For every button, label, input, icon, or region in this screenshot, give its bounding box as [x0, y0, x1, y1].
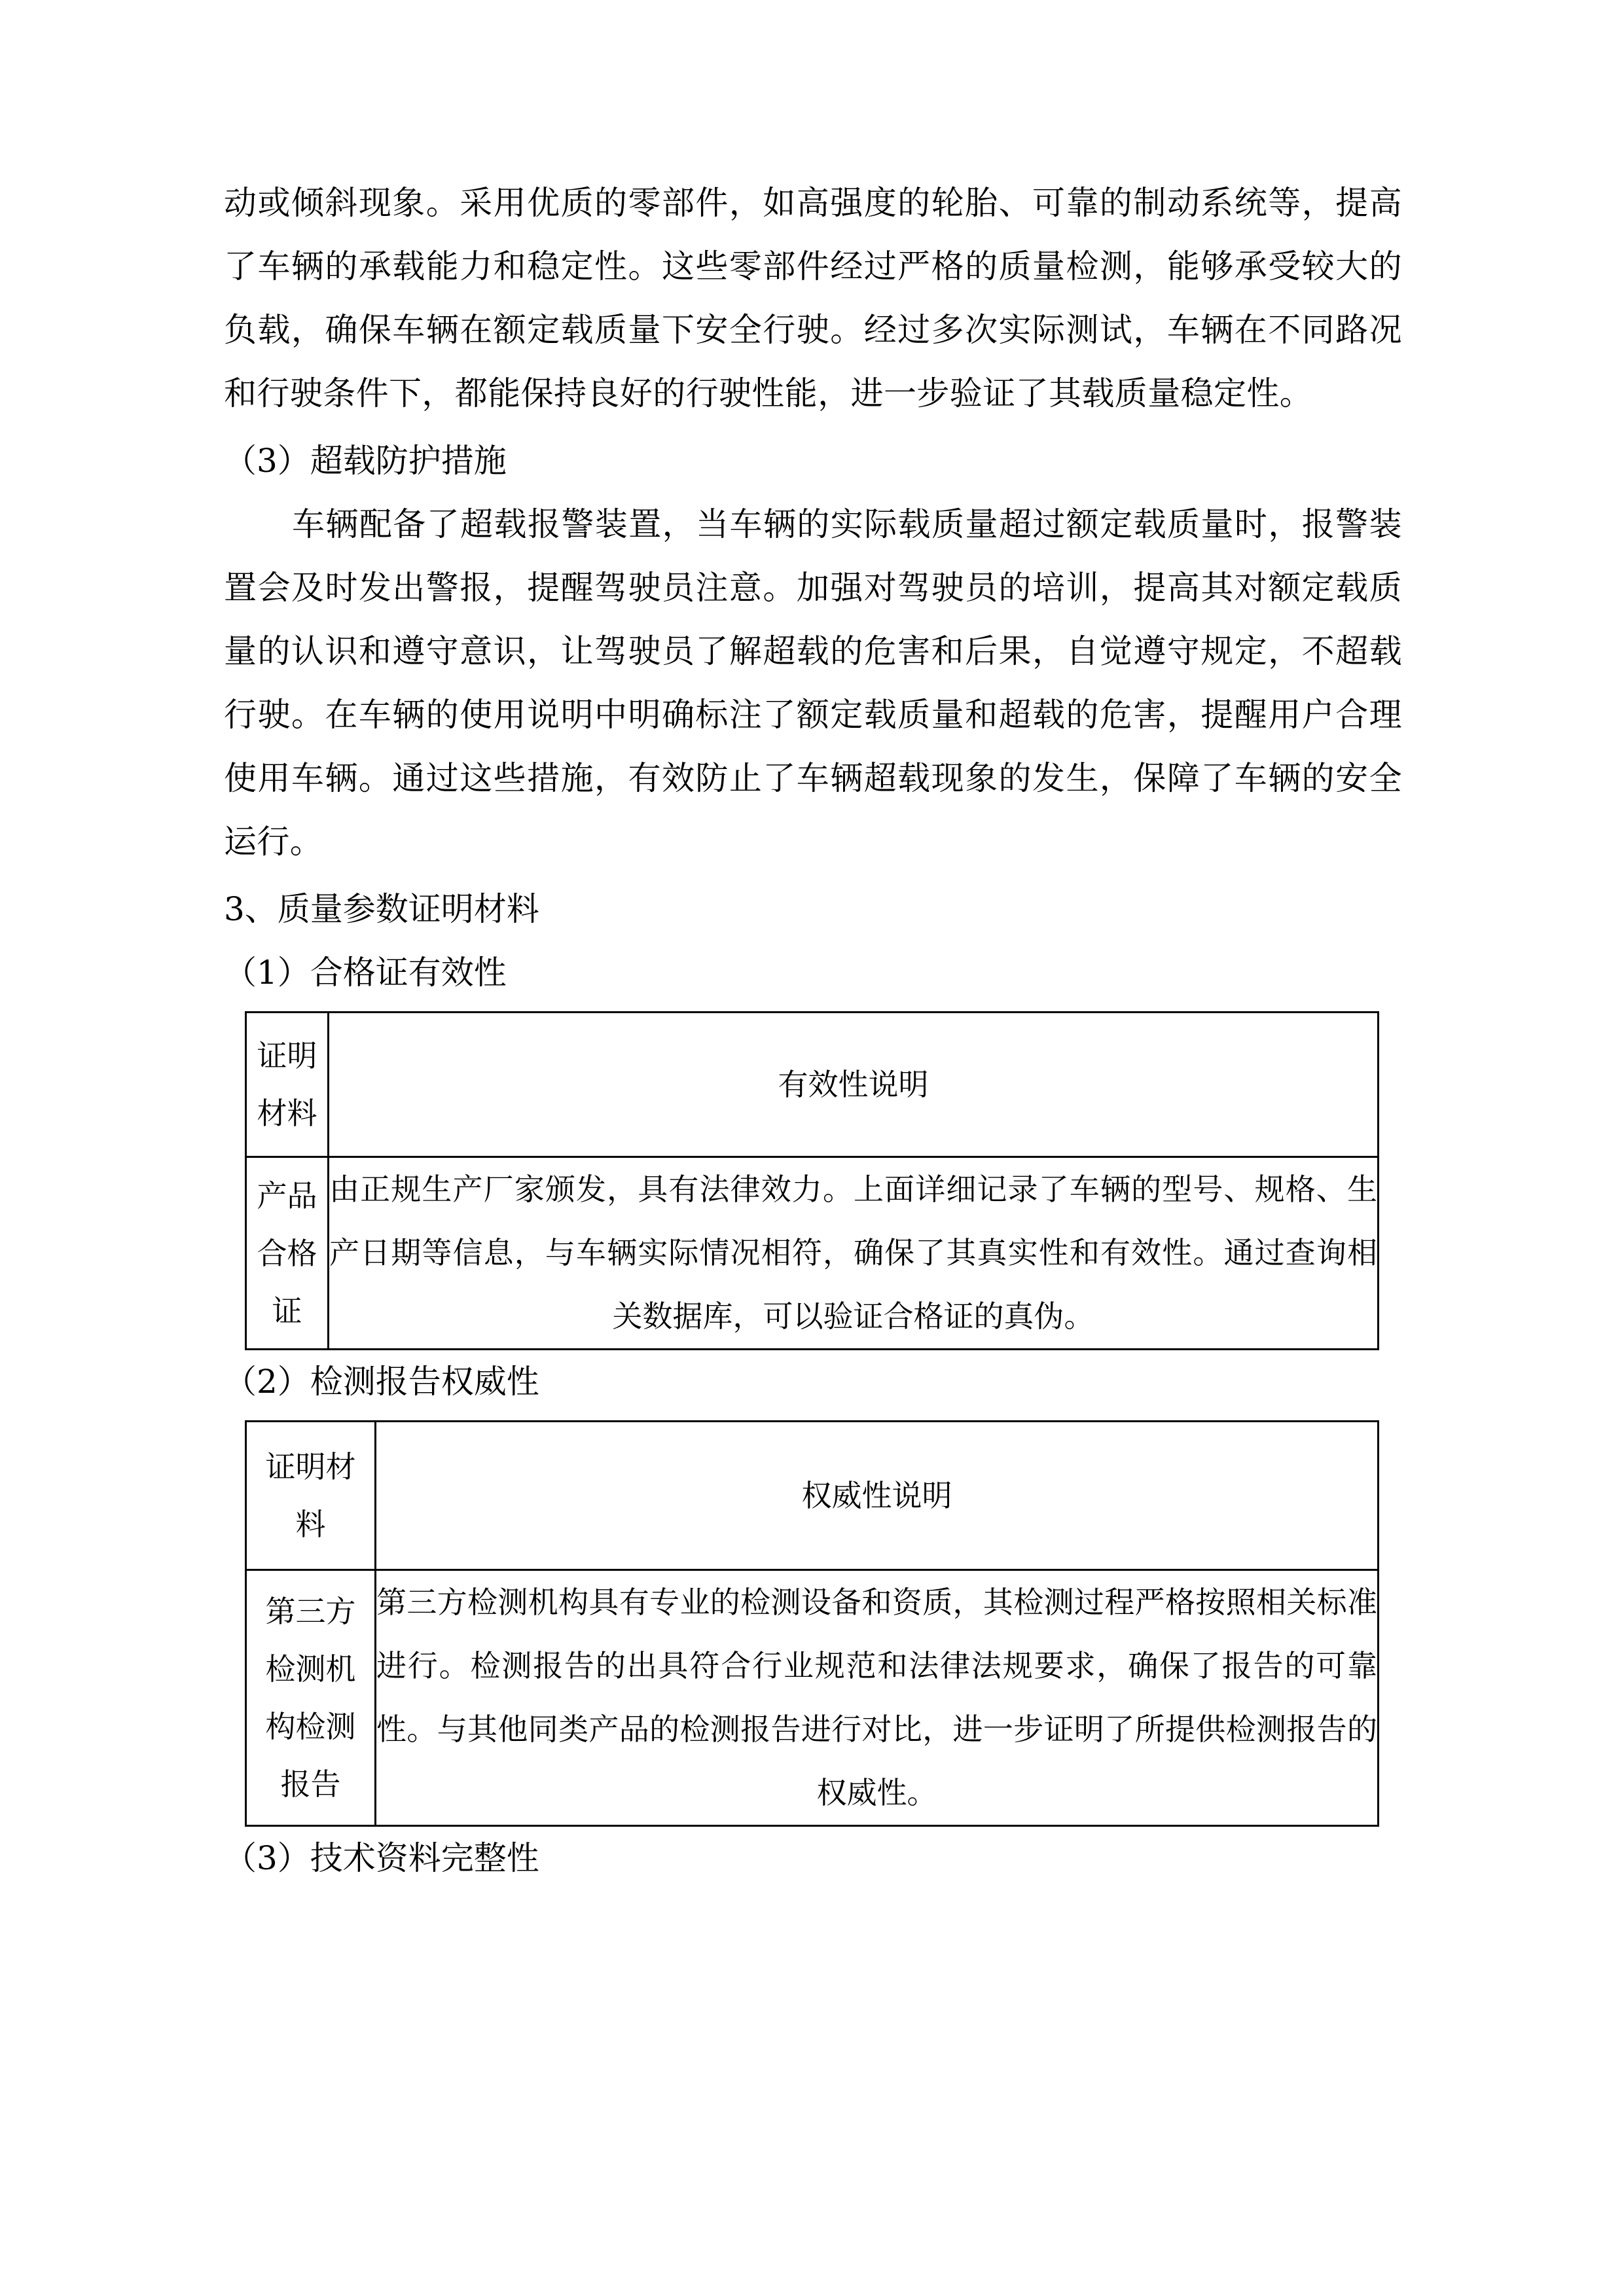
document-content: [224, 171, 1402, 1890]
table-header-cell-description: 权威性说明: [376, 1422, 1379, 1570]
heading-overload-protection: （3）超载防护措施: [224, 442, 507, 480]
table-header-cell-description: 有效性说明: [329, 1013, 1379, 1157]
table-row: [246, 1157, 1379, 1350]
heading-certificate-validity: （1）合格证有效性: [224, 954, 507, 992]
paragraph-overload-protection: 车辆配备了超载报警装置，当车辆的实际载质量超过额定载质量时，报警装置会及时发出警报，提醒驾驶员注意。加强对驾驶员的培训，提高其对额定载质量的认识和遵守意识，让驾驶员了解超载的危害和后果，自觉遵守规定，不超载行驶。在车辆的使用说明中明确标注了额定载质量和超载的危害，提醒用户合理使用车辆。通过这些措施，有效防止了车辆超载现象的发生，保障了车辆的安全运行。: [224, 505, 1402, 861]
table-row: [246, 1570, 1379, 1826]
table-cell-authority-description: 第三方检测机构具有专业的检测设备和资质，其检测过程严格按照相关标准进行。检测报告的出具符合行业规范和法律法规要求，确保了报告的可靠性。与其他同类产品的检测报告进行对比，进一步证明了所提供检测报告的权威性。: [376, 1570, 1379, 1826]
paragraph-load-stability: 动或倾斜现象。采用优质的零部件，如高强度的轮胎、可靠的制动系统等，提高了车辆的承载能力和稳定性。这些零部件经过严格的质量检测，能够承受较大的负载，确保车辆在额定载质量下安全行驶。经过多次实际测试，车辆在不同路况和行驶条件下，都能保持良好的行驶性能，进一步验证了其载质量稳定性。: [224, 184, 1402, 412]
table-header-row: [246, 1422, 1379, 1570]
table-certificate-validity: [245, 1011, 1379, 1350]
table-header-row: [246, 1013, 1379, 1157]
table-cell-material-name: 第三方 检测机 构检测 报告: [246, 1570, 376, 1826]
heading-test-report-authority: （2）检测报告权威性: [224, 1363, 539, 1401]
table-header-cell-material: 证明材 料: [246, 1422, 376, 1570]
table-cell-validity-description: 由正规生产厂家颁发，具有法律效力。上面详细记录了车辆的型号、规格、生产日期等信息，与车辆实际情况相符，确保了其真实性和有效性。通过查询相关数据库，可以验证合格证的真伪。: [329, 1157, 1379, 1350]
table-test-report-authority: [245, 1420, 1379, 1827]
heading-quality-parameter-materials: 3、质量参数证明材料: [224, 890, 539, 928]
table-cell-material-name: 产品 合格 证: [246, 1157, 329, 1350]
heading-technical-data-completeness: （3）技术资料完整性: [224, 1839, 539, 1877]
table-header-cell-material: 证明 材料: [246, 1013, 329, 1157]
